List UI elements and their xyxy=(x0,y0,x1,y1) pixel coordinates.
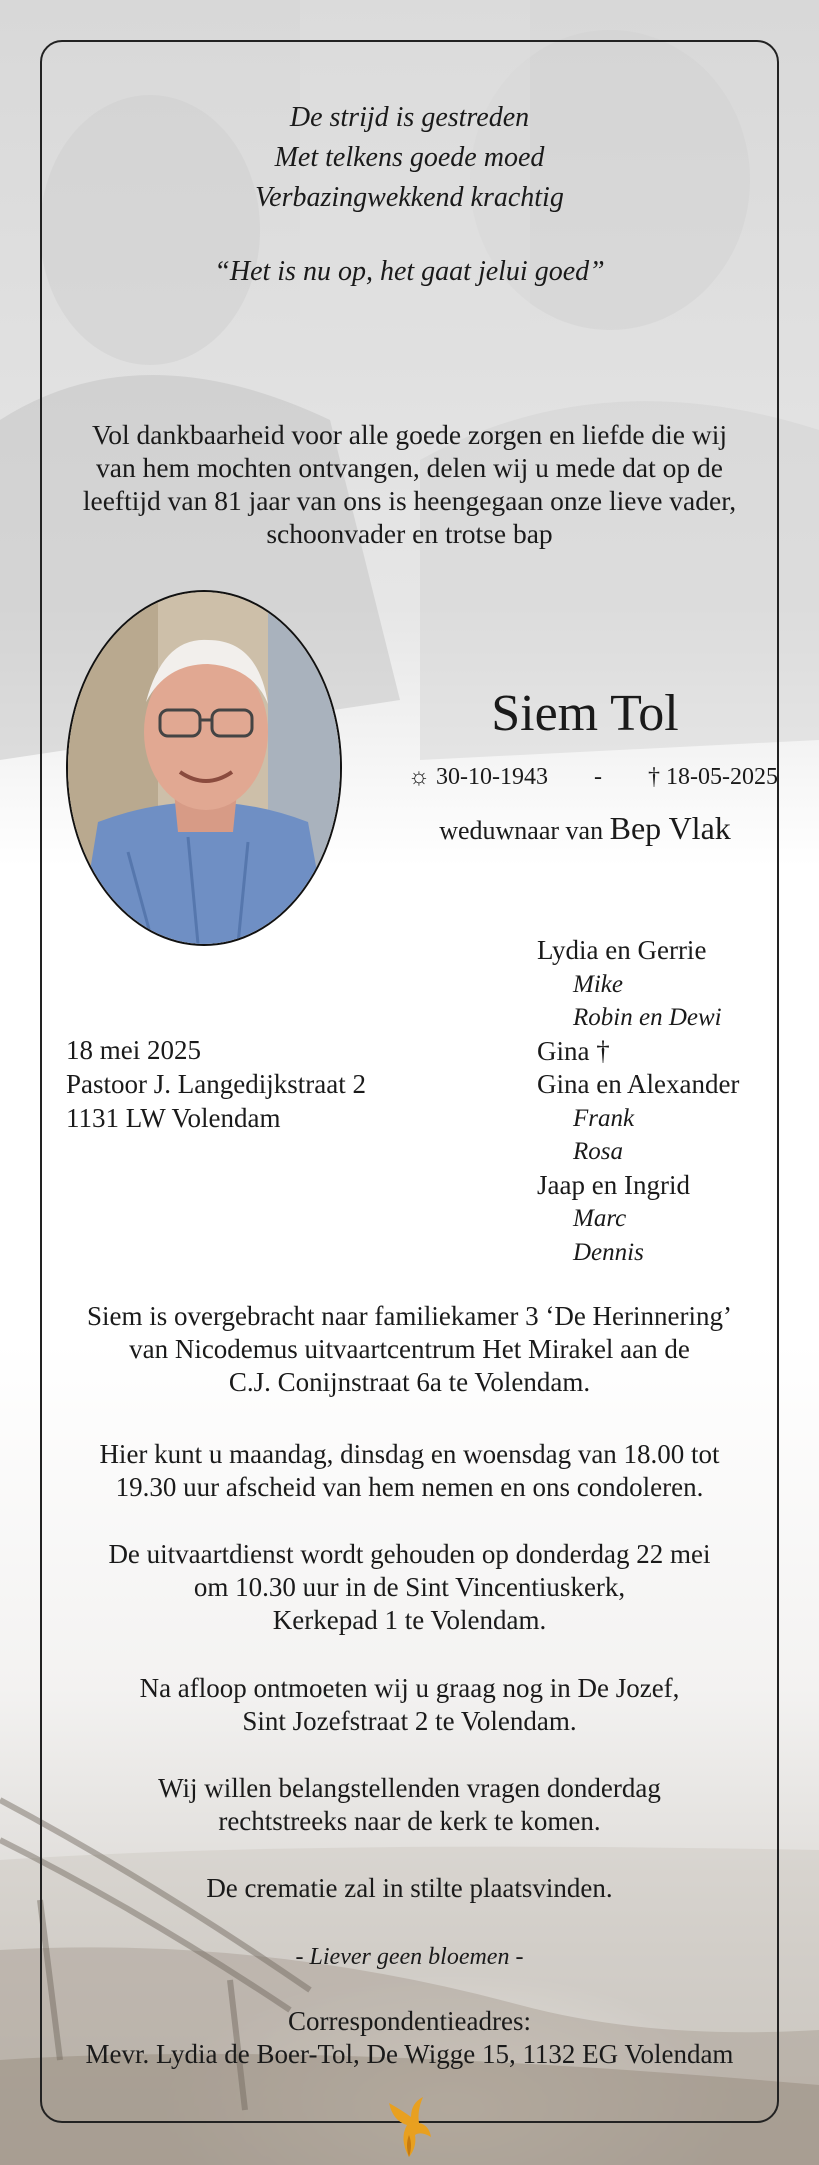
text-line: Hier kunt u maandag, dinsdag en woensdag van 18.00 tot xyxy=(99,1439,720,1469)
intro-line: Vol dankbaarheid voor alle goede zorgen en liefde die wij xyxy=(91,419,728,450)
life-dates xyxy=(408,760,778,794)
text-line: Na afloop ontmoeten wij u graag nog in De Jozef, xyxy=(139,1673,680,1703)
grandchild: Robin en Dewi xyxy=(573,1004,722,1031)
home-address xyxy=(66,1033,366,1135)
grandchild: Dennis xyxy=(573,1238,644,1266)
poem-line: De strijd is gestreden xyxy=(289,102,530,133)
grandchild: Frank xyxy=(573,1104,635,1132)
family-member: Jaap en Ingrid xyxy=(537,1169,690,1200)
no-flowers-note xyxy=(0,1940,819,1974)
family-member: Lydia en Gerrie xyxy=(537,935,707,965)
poem xyxy=(0,98,819,218)
intro-line: schoonvader en trotse bap xyxy=(266,518,553,549)
correspondence-address: Mevr. Lydia de Boer-Tol, De Wigge 15, 1132 EG Volendam xyxy=(85,2039,734,2069)
phoenix-logo-icon xyxy=(385,2095,433,2161)
correspondence-label: Correspondentieadres: xyxy=(288,2006,531,2036)
family-list xyxy=(537,934,739,1269)
grandchild: Mike xyxy=(573,970,623,998)
cross-icon: † xyxy=(648,764,661,790)
death-date: 18-05-2025 xyxy=(666,764,778,790)
grandchild: Rosa xyxy=(573,1138,623,1165)
intro-line: leeftijd van 81 jaar van ons is heengegaan onze lieve vader, xyxy=(82,485,737,516)
text-line: van Nicodemus uitvaartcentrum Het Mirakel aan de xyxy=(129,1334,690,1364)
text-line: - Liever geen bloemen - xyxy=(295,1944,524,1970)
text-line: Siem is overgebracht naar familiekamer 3 ‘De Herinnering’ xyxy=(87,1301,732,1331)
partner-name: Bep Vlak xyxy=(609,810,731,846)
paragraph-request xyxy=(0,1772,819,1838)
date-separator: - xyxy=(594,764,602,790)
intro-line: van hem mochten ontvangen, delen wij u mede dat op de xyxy=(96,452,723,483)
text-line: C.J. Conijnstraat 6a te Volendam. xyxy=(228,1367,591,1397)
paragraph-visiting xyxy=(0,1438,819,1504)
poem-line: Verbazingwekkend krachtig xyxy=(255,182,564,213)
text-line: De uitvaartdienst wordt gehouden op donderdag 22 mei xyxy=(108,1539,711,1569)
paragraph-service xyxy=(0,1538,819,1637)
paragraph-gathering xyxy=(0,1672,819,1738)
poem-line: Met telkens goede moed xyxy=(274,142,545,173)
text-line: Wij willen belangstellenden vragen donderdag xyxy=(158,1773,661,1803)
widower-line xyxy=(400,810,770,849)
text-line: 19.30 uur afscheid van hem nemen en ons condoleren. xyxy=(115,1472,704,1502)
text-line: Sint Jozefstraat 2 te Volendam. xyxy=(242,1706,577,1736)
paragraph-transfer xyxy=(0,1300,819,1399)
address-street: Pastoor J. Langedijkstraat 2 xyxy=(66,1069,366,1099)
portrait-photo xyxy=(66,590,342,946)
text-line: Kerkepad 1 te Volendam. xyxy=(272,1605,547,1635)
address-date: 18 mei 2025 xyxy=(66,1035,201,1065)
deceased-name: Siem Tol xyxy=(491,685,679,742)
text-line: om 10.30 uur in de Sint Vincentiuskerk, xyxy=(193,1572,626,1602)
text-line: rechtstreeks naar de kerk te komen. xyxy=(218,1806,601,1836)
family-member: Gina † xyxy=(537,1035,610,1066)
birth-date: 30-10-1943 xyxy=(436,764,548,790)
poem-quote: “Het is nu op, het gaat jelui goed” xyxy=(214,256,605,287)
grandchild: Marc xyxy=(573,1205,627,1232)
text-line: De crematie zal in stilte plaatsvinden. xyxy=(206,1873,613,1903)
widower-prefix: weduwnaar van xyxy=(439,816,604,845)
correspondence xyxy=(0,2005,819,2071)
address-city: 1131 LW Volendam xyxy=(66,1103,281,1133)
paragraph-cremation xyxy=(0,1872,819,1905)
family-member: Gina en Alexander xyxy=(537,1069,740,1099)
sun-icon: ☼ xyxy=(408,764,430,790)
portrait-illustration xyxy=(68,592,340,944)
intro-text xyxy=(0,418,819,550)
death-date-group xyxy=(648,760,778,794)
birth-date-group xyxy=(408,760,548,794)
